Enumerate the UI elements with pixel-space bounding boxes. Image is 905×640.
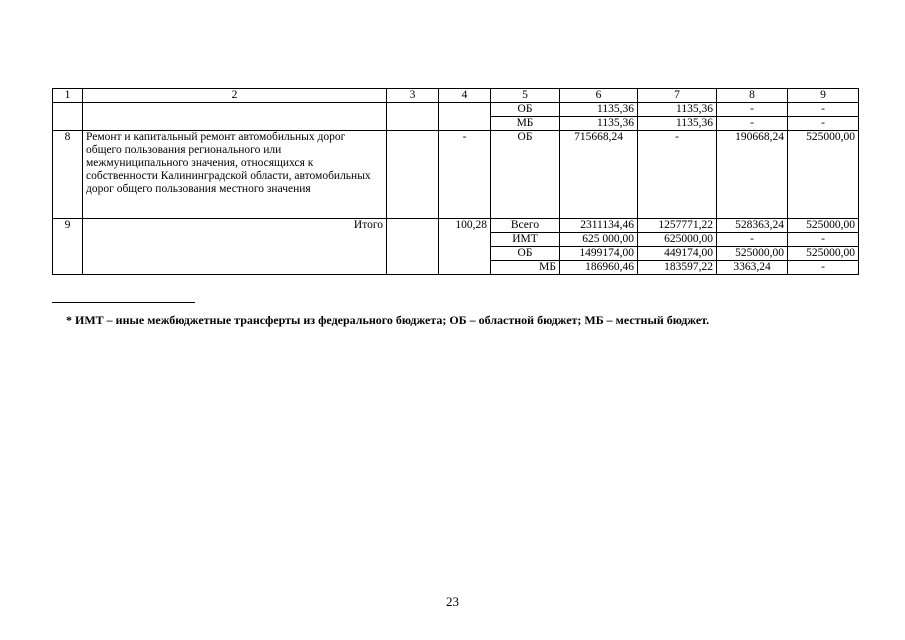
cell-empty <box>439 103 491 131</box>
cell-col7: 449174,00 <box>638 247 717 261</box>
cell-empty <box>387 219 439 275</box>
col-header-6: 6 <box>560 89 638 103</box>
page-number: 23 <box>446 594 459 609</box>
cell-col9: 525000,00 <box>788 247 859 261</box>
cell-col8: 528363,24 <box>717 219 788 233</box>
cell-col9: - <box>788 233 859 247</box>
header-row <box>53 89 859 103</box>
cell-col8: 525000,00 <box>717 247 788 261</box>
cell-col7: 1257771,22 <box>638 219 717 233</box>
cell-empty <box>83 103 387 131</box>
cell-col9: - <box>788 117 859 131</box>
cell-col6: 1135,36 <box>560 117 638 131</box>
col-header-8: 8 <box>717 89 788 103</box>
cell-col7: - <box>638 131 717 219</box>
cell-col7: 625000,00 <box>638 233 717 247</box>
cell-col6: 625 000,00 <box>560 233 638 247</box>
cell-col4: - <box>439 131 491 219</box>
cell-source: ОБ <box>491 103 560 117</box>
cell-col8: 3363,24 <box>717 261 788 275</box>
footnote-divider <box>52 302 195 303</box>
cell-description: Ремонт и капитальный ремонт автомобильных дорог общего пользования регионального или межмуниципального значения, относящихся к собственности Калининградской области, автомобильных дорог общего пользования местного значения <box>83 131 387 219</box>
table-row <box>53 103 859 117</box>
cell-col6: 2311134,46 <box>560 219 638 233</box>
cell-col9: 525000,00 <box>788 131 859 219</box>
col-header-4: 4 <box>439 89 491 103</box>
cell-source: Всего <box>491 219 560 233</box>
cell-col6: 1499174,00 <box>560 247 638 261</box>
cell-col7: 1135,36 <box>638 117 717 131</box>
cell-col7: 1135,36 <box>638 103 717 117</box>
cell-col8: - <box>717 233 788 247</box>
cell-source: МБ <box>491 261 560 275</box>
cell-col4: 100,28 <box>439 219 491 275</box>
cell-col6: 186960,46 <box>560 261 638 275</box>
table-row-8 <box>53 131 859 219</box>
cell-col9: - <box>788 261 859 275</box>
cell-col8: 190668,24 <box>717 131 788 219</box>
cell-col6: 1135,36 <box>560 103 638 117</box>
col-header-9: 9 <box>788 89 859 103</box>
cell-col7: 183597,22 <box>638 261 717 275</box>
cell-number: 9 <box>53 219 83 275</box>
cell-source: ИМТ <box>491 233 560 247</box>
cell-source: ОБ <box>491 247 560 261</box>
cell-col9: - <box>788 103 859 117</box>
cell-col8: - <box>717 117 788 131</box>
cell-col8: - <box>717 103 788 117</box>
col-header-7: 7 <box>638 89 717 103</box>
footnote: * ИМТ – иные межбюджетные трансферты из федерального бюджета; ОБ – областной бюджет; МБ – местный бюджет. <box>66 313 710 327</box>
table-row-9 <box>53 219 859 233</box>
cell-empty <box>387 103 439 131</box>
budget-table <box>52 88 859 275</box>
cell-col3 <box>387 131 439 219</box>
col-header-3: 3 <box>387 89 439 103</box>
cell-number: 8 <box>53 131 83 219</box>
cell-col6: 715668,24 <box>560 131 638 219</box>
col-header-2: 2 <box>83 89 387 103</box>
cell-source: МБ <box>491 117 560 131</box>
col-header-5: 5 <box>491 89 560 103</box>
col-header-1: 1 <box>53 89 83 103</box>
cell-empty <box>53 103 83 131</box>
cell-col9: 525000,00 <box>788 219 859 233</box>
cell-source: ОБ <box>491 131 560 219</box>
cell-total-label: Итого <box>83 219 387 275</box>
